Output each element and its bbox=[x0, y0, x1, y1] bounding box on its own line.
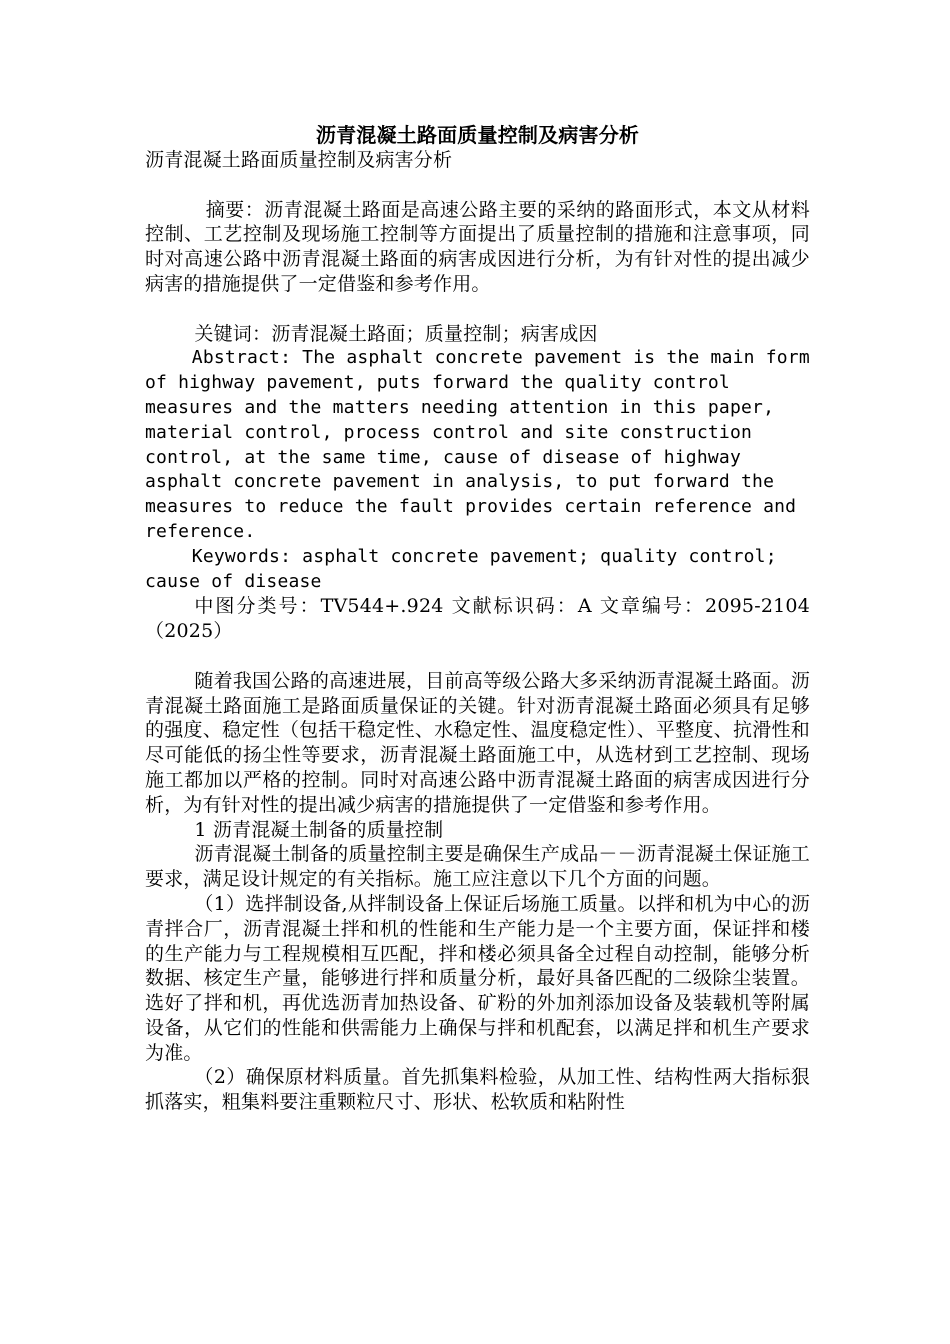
document-subtitle: 沥青混凝土路面质量控制及病害分析 bbox=[145, 149, 453, 171]
list-item-2: （2）确保原材料质量。首先抓集料检验，从加工性、结构性两大指标狠抓落实，粗集料要注重颗粒尺寸、形状、松软质和粘附性 bbox=[145, 1066, 810, 1114]
document-page bbox=[145, 122, 810, 1115]
section-intro: 沥青混凝土制备的质量控制主要是确保生产成品－－沥青混凝土保证施工要求，满足设计规定的有关指标。施工应注意以下几个方面的问题。 bbox=[145, 843, 810, 891]
document-title: 沥青混凝土路面质量控制及病害分析 bbox=[315, 123, 640, 147]
keywords-en: Keywords: asphalt concrete pavement; quality control; cause of disease bbox=[145, 545, 777, 592]
classification-line: 中图分类号：TV544+.924 文献标识码：A 文章编号：2095-2104（2025） bbox=[145, 595, 810, 643]
abstract-cn: 摘要：沥青混凝土路面是高速公路主要的采纳的路面形式，本文从材料控制、工艺控制及现场施工控制等方面提出了质量控制的措施和注意事项，同时对高速公路中沥青混凝土路面的病害成因进行分析，为有针对性的提出减少病害的措施提供了一定借鉴和参考作用。 bbox=[145, 198, 810, 295]
spacer bbox=[145, 297, 810, 322]
intro-paragraph: 随着我国公路的高速进展，目前高等级公路大多采纳沥青混凝土路面。沥青混凝土路面施工是路面质量保证的关键。针对沥青混凝土路面必须具有足够的强度、稳定性（包括干稳定性、水稳定性、温度稳定性）、平整度、抗滑性和尽可能低的扬尘性等要求，沥青混凝土路面施工中，从选材到工艺控制、现场施工都加以严格的控制。同时对高速公路中沥青混凝土路面的病害成因进行分析，为有针对性的提出减少病害的措施提供了一定借鉴和参考作用。 bbox=[145, 669, 810, 816]
keywords-cn: 关键词：沥青混凝土路面；质量控制；病害成因 bbox=[194, 322, 598, 345]
spacer bbox=[145, 644, 810, 669]
spacer bbox=[145, 173, 810, 198]
section-heading: 1 沥青混凝土制备的质量控制 bbox=[194, 818, 444, 841]
list-item-1: （1）选拌制设备,从拌制设备上保证后场施工质量。以拌和机为中心的沥青拌合厂，沥青混凝土拌和机的性能和生产能力是一个主要方面，保证拌和楼的生产能力与工程规模相互匹配，拌和楼必须具备全过程自动控制，能够分析数据、核定生产量，能够进行拌和质量分析，最好具备匹配的二级除尘装置。选好了拌和机，再优选沥青加热设备、矿粉的外加剂添加设备及装载机等附属设备，从它们的性能和供需能力上确保与拌和机配套，以满足拌和机生产要求为准。 bbox=[145, 892, 810, 1064]
abstract-en: Abstract: The asphalt concrete pavement is the main form of highway pavement, puts forward the quality control measures and the matters needing attention in this paper, material control, process control and site construction control, at the same time, cause of disease of highway asphalt concrete pavement in analysis, to put forward the measures to reduce the fault provides certain reference and reference. bbox=[145, 347, 810, 542]
